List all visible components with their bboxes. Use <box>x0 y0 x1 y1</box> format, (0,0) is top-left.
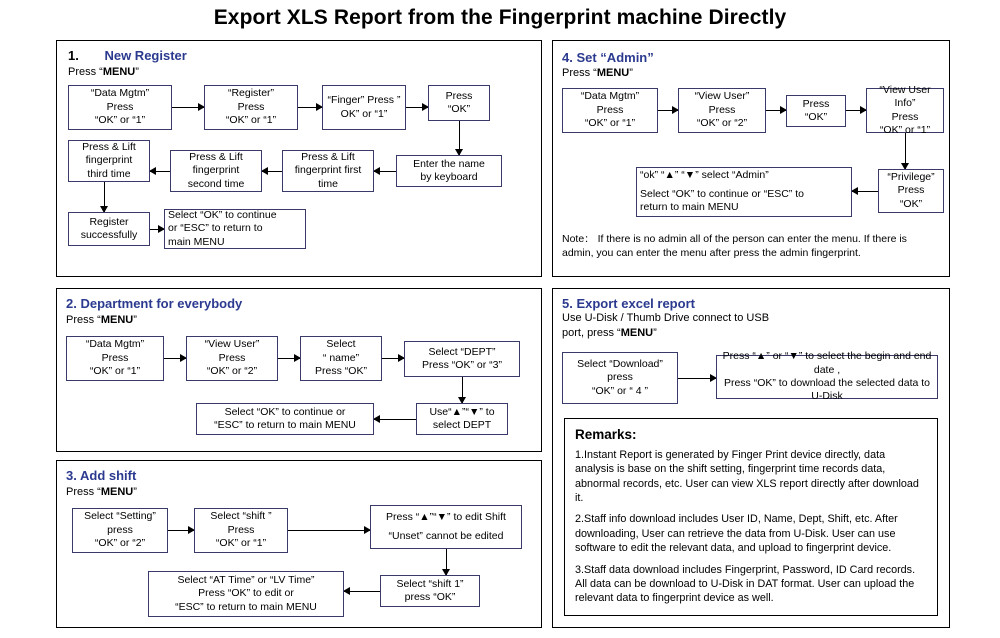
section-1-number: 1. <box>68 48 79 63</box>
box-line: return to main MENU <box>640 201 739 214</box>
box-line: press <box>107 523 133 536</box>
box-line: “Privilege” <box>887 170 935 183</box>
box-line: “View User Info” <box>879 83 931 110</box>
arrow-right <box>382 358 404 359</box>
arrow-right <box>172 107 204 108</box>
box-line: Press <box>227 523 255 536</box>
box-line: Press “OK” <box>315 365 367 378</box>
box-line: “OK” or “2” <box>94 537 146 550</box>
arrow-right <box>164 358 186 359</box>
arrow-left <box>150 171 170 172</box>
box-line: “ name” <box>322 351 360 364</box>
flow-box <box>204 85 298 130</box>
press-prefix: port, press “ <box>562 327 621 339</box>
arrow-down <box>462 377 463 403</box>
remarks-item: 3.Staff data download includes Fingerprint, Password, ID Card records. All data can be download to U-Disk in DAT format. User can upload the relevant data to fingerprint device as well. <box>575 563 916 605</box>
box-line: Press <box>218 351 246 364</box>
section-4-number: 4. <box>562 50 573 65</box>
arrow-right <box>168 530 194 531</box>
flow-box <box>322 85 406 130</box>
flow-box <box>562 352 678 404</box>
box-line: “OK” <box>447 103 471 115</box>
box-line: “OK” or “1” <box>89 365 141 378</box>
box-line: third time <box>87 167 131 180</box>
press-key: MENU <box>596 67 630 79</box>
section-2-label: Department for everybody <box>80 296 243 311</box>
arrow-down <box>459 121 460 155</box>
flow-box <box>68 85 172 130</box>
section-4-press <box>562 67 633 79</box>
box-line: Select <box>326 338 356 351</box>
box-line: press “OK” <box>404 591 456 603</box>
section-5-label: Export excel report <box>576 296 695 311</box>
box-line: Press <box>445 89 473 102</box>
section-1-heading <box>68 48 187 63</box>
box-line: “Finger” Press ” <box>327 94 401 107</box>
press-key: MENU <box>620 327 654 339</box>
flow-box <box>786 95 846 127</box>
box-line: Press <box>106 100 134 113</box>
box-line: Press <box>101 351 129 364</box>
flow-box <box>678 88 766 133</box>
flow-box <box>300 336 382 381</box>
box-line: Register <box>89 215 129 228</box>
box-line: “Data Mgtm” <box>580 90 640 103</box>
press-suffix: ” <box>653 327 657 339</box>
box-line: Use“▲”“▼” to <box>429 405 495 418</box>
flow-box <box>716 350 938 403</box>
flow-box <box>370 505 522 549</box>
flow-box <box>186 336 278 381</box>
flow-box <box>66 336 164 381</box>
arrow-right <box>678 378 716 379</box>
box-line: “OK” or “1” <box>225 114 277 127</box>
box-line: fingerprint <box>192 164 240 177</box>
arrow-down <box>104 182 105 212</box>
flow-box <box>866 83 944 136</box>
box-line: Select “OK” to continue or <box>224 405 346 418</box>
press-prefix: Press “ <box>66 486 101 498</box>
press-key: MENU <box>100 314 134 326</box>
section-4-label: Set “Admin” <box>576 50 654 65</box>
box-line: or “ESC” to return to <box>168 222 263 235</box>
flow-box <box>68 140 150 182</box>
box-line: select DEPT <box>432 419 492 431</box>
flow-box <box>878 169 944 213</box>
remarks-title: Remarks: <box>575 427 637 442</box>
box-line: “ESC” to return to main MENU <box>214 419 356 431</box>
box-line: Enter the name <box>413 157 485 170</box>
box-line: Select “shift 1” <box>396 577 464 590</box>
box-line: Press “OK” to edit or <box>198 587 294 600</box>
section-5-number: 5. <box>562 296 573 311</box>
section-5-heading <box>562 296 695 311</box>
flow-box <box>164 209 306 249</box>
box-line: Select “Download” <box>577 357 663 370</box>
box-line: “OK” or “1” <box>215 537 267 550</box>
box-line: Select “DEPT” <box>428 345 496 358</box>
box-line: “OK” or “2” <box>206 365 258 378</box>
page-title: Export XLS Report from the Fingerprint machine Directly <box>213 6 787 29</box>
section-3-label: Add shift <box>79 468 137 483</box>
arrow-right <box>288 530 370 531</box>
press-key: MENU <box>100 486 134 498</box>
box-line: “View User” <box>204 338 260 351</box>
box-line: Press & Lift <box>82 140 136 153</box>
section-5-sub-line1: Use U-Disk / Thumb Drive connect to USB <box>562 312 770 324</box>
box-line: Select “shift ” <box>210 510 272 523</box>
flow-box <box>636 167 852 217</box>
arrow-left <box>374 419 416 420</box>
flow-box <box>380 575 480 607</box>
section-3-press <box>66 486 137 498</box>
box-line: main MENU <box>168 235 225 248</box>
arrow-right <box>150 229 164 230</box>
box-line: Press “OK” or “3” <box>422 359 502 371</box>
section-4-heading <box>562 50 654 65</box>
box-line: Press & Lift <box>301 150 355 163</box>
flow-box <box>416 403 508 435</box>
press-suffix: ” <box>133 314 137 326</box>
section-1-label: New Register <box>104 48 187 63</box>
flow-box <box>170 150 262 192</box>
press-prefix: Press “ <box>562 67 597 79</box>
arrow-left <box>344 591 380 592</box>
arrow-left <box>374 171 396 172</box>
box-line: Press & Lift <box>189 150 243 163</box>
box-line: “Data Mgtm” <box>85 338 145 351</box>
box-line: Press <box>596 103 624 116</box>
arrow-right <box>766 110 786 111</box>
press-suffix: ” <box>133 486 137 498</box>
box-line: “OK” or “1” <box>584 117 636 130</box>
box-line: “ok” “▲” “▼” select “Admin” <box>640 169 769 182</box>
box-line: Press <box>802 97 830 110</box>
arrow-right <box>298 107 322 108</box>
section-2-press <box>66 314 137 326</box>
arrow-down <box>446 549 447 575</box>
remarks-item: 2.Staff info download includes User ID, Name, Dept, Shift, etc. After downloading, User can retrieve the data from U-Disk. User can use software to edit the relevant data, and upload to fingerprint device. <box>575 513 898 555</box>
flow-box <box>196 403 374 435</box>
box-line: “View User” <box>694 90 750 103</box>
section-1-press <box>68 66 139 78</box>
arrow-right <box>846 110 866 111</box>
box-line: Press <box>891 110 919 123</box>
box-line: Select “OK” to continue or “ESC” to <box>640 187 804 200</box>
box-line: Press “OK” to download the selected data to U-Disk <box>723 377 931 403</box>
box-line: “OK” or “2” <box>696 117 748 130</box>
box-line: “ESC” to return to main MENU <box>175 600 317 613</box>
arrow-left <box>852 191 878 192</box>
flow-box <box>562 88 658 133</box>
box-line: Press “▲” or “▼” to select the begin and end date , <box>722 350 932 376</box>
press-key: MENU <box>102 66 136 78</box>
remarks-panel <box>564 418 938 616</box>
box-line: Press “▲”“▼” to edit Shift <box>386 510 506 523</box>
press-prefix: Press “ <box>68 66 103 78</box>
flow-box <box>194 508 288 553</box>
box-line: second time <box>187 177 245 190</box>
arrow-right <box>278 358 300 359</box>
arrow-right <box>406 107 428 108</box>
section-2-heading <box>66 296 242 311</box>
box-line: “Unset” cannot be edited <box>388 530 504 542</box>
box-line: time <box>318 177 338 190</box>
arrow-left <box>262 171 282 172</box>
box-line: Select “AT Time” or “LV Time” <box>177 573 315 586</box>
press-prefix: Press “ <box>66 314 101 326</box>
flow-box <box>396 155 502 187</box>
arrow-right <box>658 110 678 111</box>
arrow-down <box>905 133 906 169</box>
box-line: Select “Setting” <box>84 510 156 523</box>
box-line: fingerprint <box>85 154 133 167</box>
flow-box <box>148 571 344 617</box>
box-line: Press <box>237 100 265 113</box>
press-suffix: ” <box>135 66 139 78</box>
flow-box <box>404 341 520 377</box>
section-3-number: 3. <box>66 468 77 483</box>
box-line: fingerprint first <box>294 164 362 177</box>
box-line: “Data Mgtm” <box>90 87 150 100</box>
section-3-heading <box>66 468 136 483</box>
box-line: “OK” or “ 4 ” <box>591 384 648 397</box>
press-suffix: ” <box>629 67 633 79</box>
remarks-item: 1.Instant Report is generated by Finger Print device directly, data analysis is base on the shift setting, fingerprint time records data, abnormal records, etc. User can view XLS report directly after download it. <box>575 449 919 505</box>
box-line: Press <box>897 184 925 197</box>
section-4-note: Note： If there is no admin all of the person can enter the menu. If there is admin, you can enter the menu after press the admin fingerprint. <box>562 233 907 260</box>
box-line: “OK” or “1” <box>879 123 931 136</box>
box-line: press <box>607 371 633 384</box>
flow-box <box>428 85 490 121</box>
box-line: Select “OK” to continue <box>168 208 277 221</box>
flow-box <box>282 150 374 192</box>
flow-box <box>72 508 168 553</box>
box-line: “OK” <box>899 197 923 210</box>
box-line: “Register” <box>227 87 275 100</box>
box-line: OK” or “1” <box>340 107 388 120</box>
section-5-sub-line2 <box>562 327 657 339</box>
box-line: “OK” or “1” <box>94 114 146 127</box>
box-line: successfully <box>80 229 138 241</box>
box-line: by keyboard <box>420 171 478 183</box>
box-line: Press <box>708 103 736 116</box>
box-line: “OK” <box>804 111 828 123</box>
section-2-number: 2. <box>66 296 77 311</box>
flow-box <box>68 212 150 246</box>
